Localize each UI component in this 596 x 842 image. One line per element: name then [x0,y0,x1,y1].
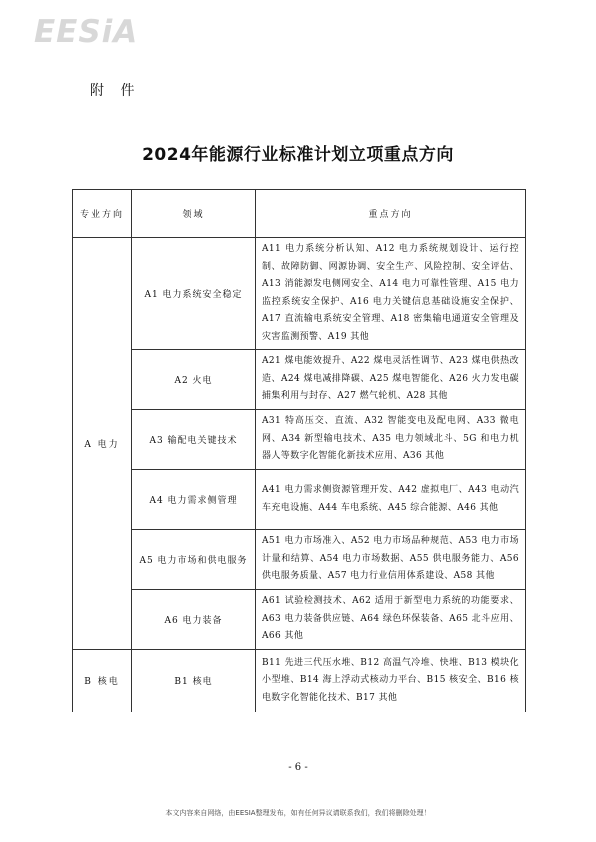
column-header-major: 专业方向 [73,190,132,238]
major-cell: B 核电 [73,650,132,712]
table-header-row [73,190,526,238]
focus-cell: A61 试验检测技术、A62 适用于新型电力系统的功能要求、A63 电力装备供应链、A64 绿色环保装备、A65 北斗应用、A66 其他 [256,590,526,650]
table-row [73,470,526,530]
table-row [73,650,526,712]
table-row [73,238,526,350]
table-row [73,530,526,590]
field-cell: A1 电力系统安全稳定 [132,238,256,350]
page-number: - 6 - [288,762,308,773]
column-header-focus: 重点方向 [256,190,526,238]
focus-cell: B11 先进三代压水堆、B12 高温气冷堆、快堆、B13 模块化小型堆、B14 海上浮动式核动力平台、B15 核安全、B16 核电数字化智能化技术、B17 其他 [256,650,526,712]
focus-cell: A31 特高压交、直流、A32 智能变电及配电网、A33 微电网、A34 新型输电技术、A35 电力领域北斗、5G 和电力机器人等数字化智能化新技术应用、A36 其他 [256,410,526,470]
column-header-field: 领域 [132,190,256,238]
eesia-logo: EESiA [34,14,139,50]
field-cell: A6 电力装备 [132,590,256,650]
focus-cell: A11 电力系统分析认知、A12 电力系统规划设计、运行控制、故障防御、网源协调、安全生产、风险控制、安全评估、A13 消能源发电侧网安全、A14 电力可靠性管理、A15 电力监控系统安全保护、A16 电力关键信息基础设施安全保护、A17 直流输电系统安全管理、A18 密集输电通道安全管理及灾害监测预警、A19 其他 [256,238,526,350]
attachment-label: 附 件 [90,83,141,99]
field-cell: A5 电力市场和供电服务 [132,530,256,590]
standards-table [72,189,526,712]
field-cell: A4 电力需求侧管理 [132,470,256,530]
table-row [73,350,526,410]
source-note: 本文内容来自网络，由EESIA整理发布，如有任何异议请联系我们，我们将删除处理！ [165,809,431,817]
field-cell: B1 核电 [132,650,256,712]
field-cell: A2 火电 [132,350,256,410]
document-title: 2024年能源行业标准计划立项重点方向 [142,145,454,165]
focus-cell: A21 煤电能效提升、A22 煤电灵活性调节、A23 煤电供热改造、A24 煤电减排降碳、A25 煤电智能化、A26 火力发电碳捕集利用与封存、A27 燃气轮机、A28 其他 [256,350,526,410]
major-cell: A 电力 [73,238,132,650]
table-row [73,590,526,650]
focus-cell: A51 电力市场准入、A52 电力市场品种规范、A53 电力市场计量和结算、A54 电力市场数据、A55 供电服务能力、A56 供电服务质量、A57 电力行业信用体系建设、A58 其他 [256,530,526,590]
focus-cell: A41 电力需求侧资源管理开发、A42 虚拟电厂、A43 电动汽车充电设施、A44 车电系统、A45 综合能源、A46 其他 [256,470,526,530]
field-cell: A3 输配电关键技术 [132,410,256,470]
table-row [73,410,526,470]
